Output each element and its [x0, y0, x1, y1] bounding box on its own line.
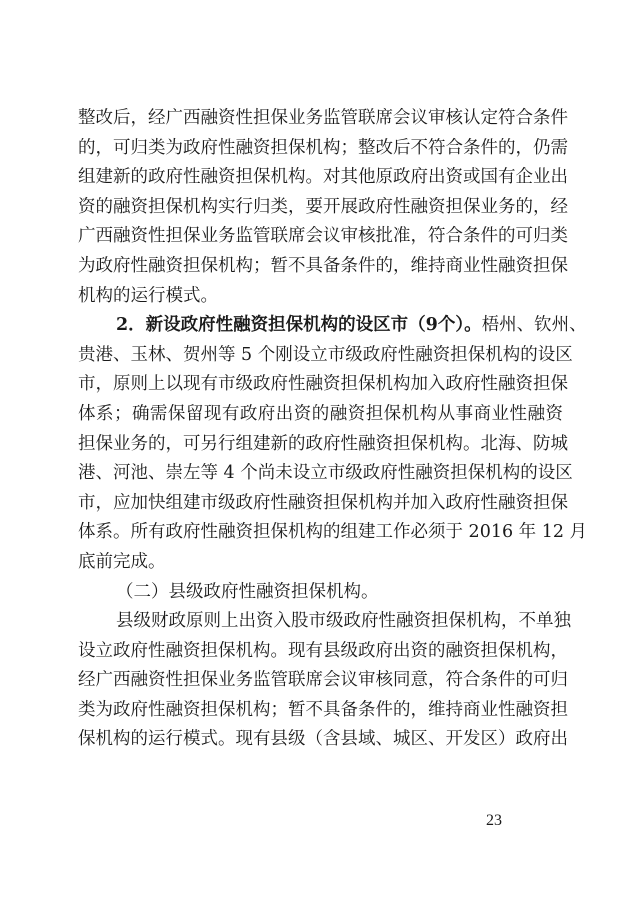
item2-first-rest: 梧州、钦州、: [481, 315, 587, 336]
text-line: 资的融资担保机构实行归类，要开展政府性融资担保业务的，经: [78, 196, 568, 217]
document-body: [78, 104, 588, 755]
text-line: 组建新的政府性融资担保机构。对其他原政府出资或国有企业出: [78, 167, 568, 188]
text-line: 市，原则上以现有市级政府性融资担保机构加入政府性融资担保: [78, 374, 568, 395]
text-line: 体系；确需保留现有政府出资的融资担保机构从事商业性融资: [78, 403, 563, 424]
text-line: 机构的运行模式。: [78, 285, 218, 306]
section-heading: （二）县级政府性融资担保机构。: [116, 581, 379, 602]
text-line: 担保业务的，可另行组建新的政府性融资担保机构。北海、防城: [78, 433, 568, 454]
text-line: 县级财政原则上出资入股市级政府性融资担保机构，不单独: [116, 611, 571, 632]
text-line: 的，可归类为政府性融资担保机构；整改后不符合条件的，仍需: [78, 137, 568, 158]
text-line: 整改后，经广西融资性担保业务监管联席会议审核认定符合条件: [78, 108, 568, 128]
text-line: 贵港、玉林、贺州等 5 个刚设立市级政府性融资担保机构的设区: [78, 344, 573, 365]
text-line: 体系。所有政府性融资担保机构的组建工作必须于 2016 年 12 月: [78, 522, 588, 543]
item2-first-line: [78, 311, 587, 341]
text-line: 底前完成。: [78, 551, 166, 572]
page-number: 23: [486, 812, 502, 829]
text-line: 经广西融资性担保业务监管联席会议审核同意，符合条件的可归: [78, 670, 568, 691]
item2-heading: 2．新设政府性融资担保机构的设区市（9个）。: [116, 315, 482, 336]
text-line: 保机构的运行模式。现有县级（含县域、城区、开发区）政府出: [78, 729, 568, 750]
text-line: 类为政府性融资担保机构；暂不具备条件的，维持商业性融资担: [78, 699, 568, 720]
text-line: 市，应加快组建市级政府性融资担保机构并加入政府性融资担保: [78, 492, 568, 513]
text-line: 广西融资性担保业务监管联席会议审核批准，符合条件的可归类: [78, 226, 568, 247]
text-line: 为政府性融资担保机构；暂不具备条件的，维持商业性融资担保: [78, 255, 568, 276]
text-line: 港、河池、崇左等 4 个尚未设立市级政府性融资担保机构的设区: [78, 463, 573, 484]
text-line: 设立政府性融资担保机构。现有县级政府出资的融资担保机构，: [78, 640, 568, 661]
